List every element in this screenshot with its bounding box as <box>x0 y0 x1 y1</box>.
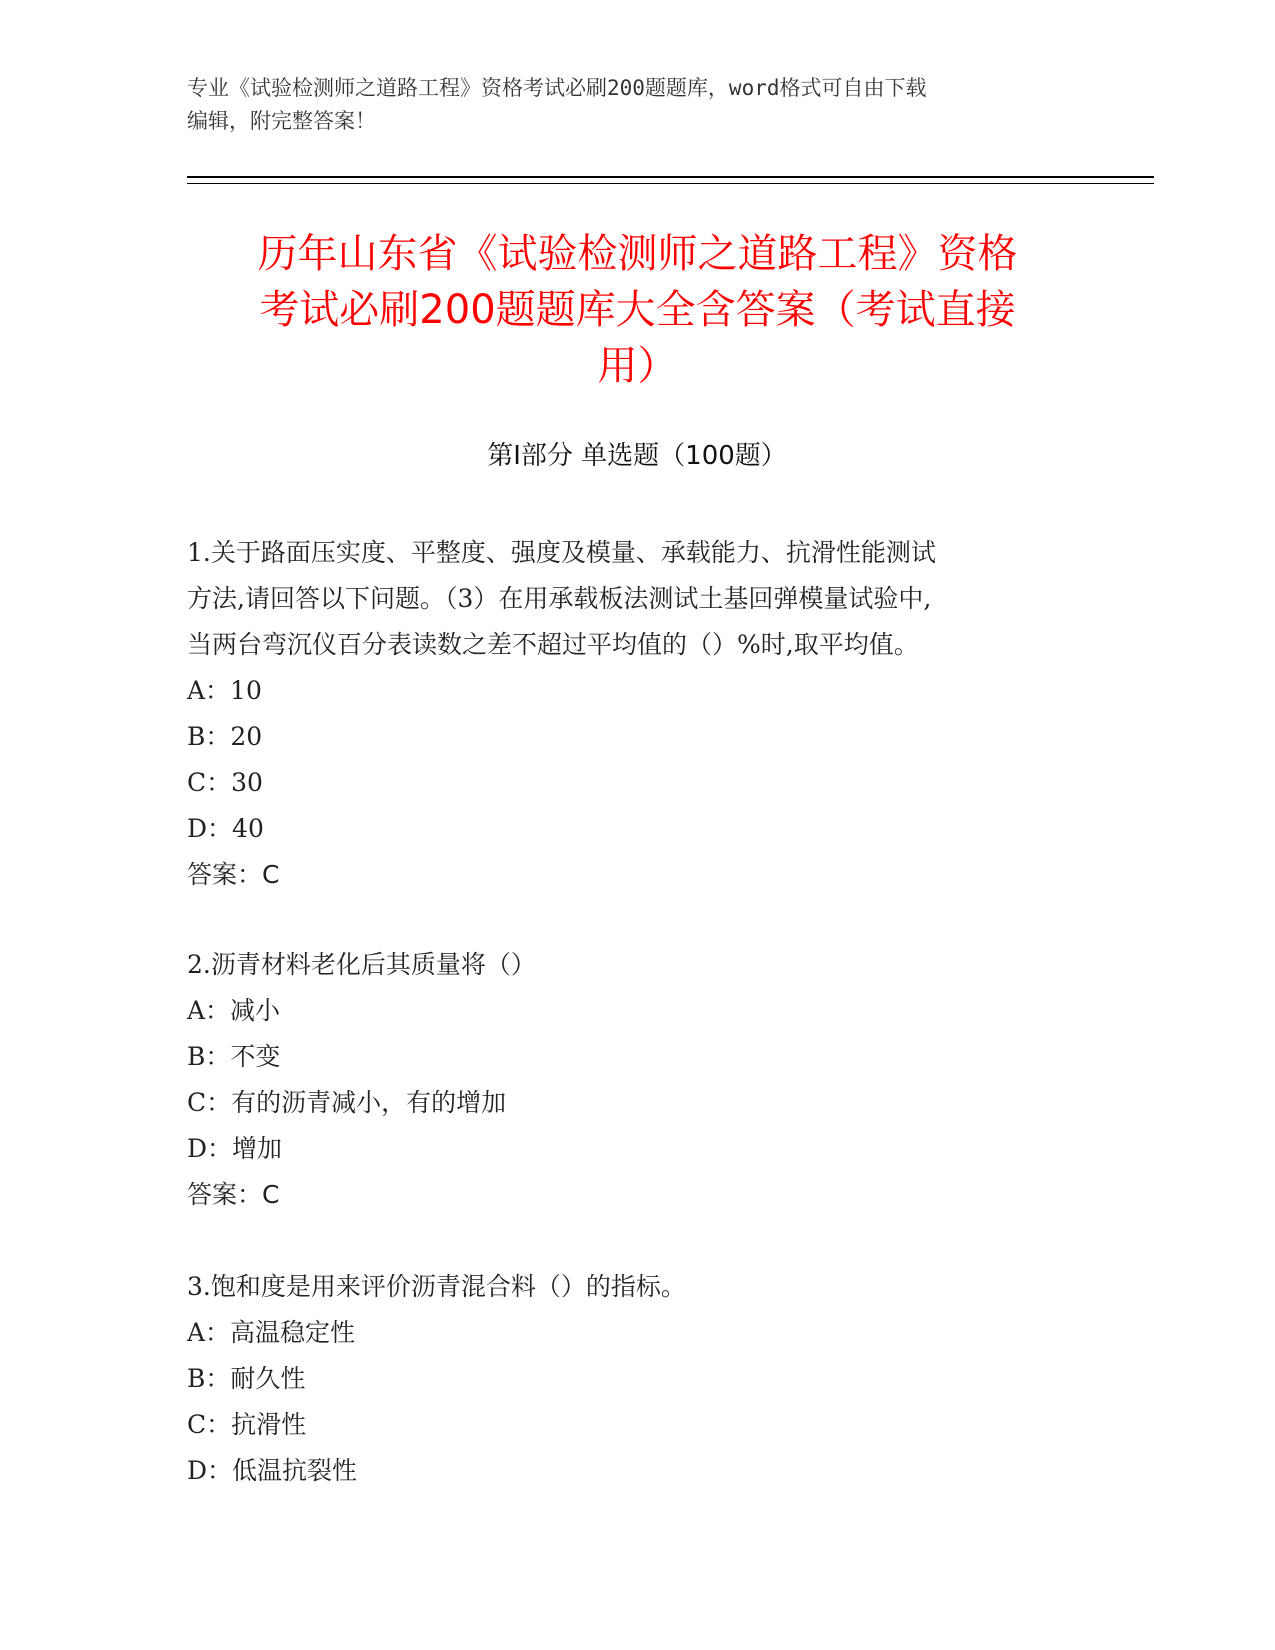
question-3-option-c: C：抗滑性 <box>187 1410 307 1439</box>
question-1 <box>187 530 1087 898</box>
header-note <box>187 72 1087 138</box>
question-3-option-d: D：低温抗裂性 <box>187 1456 358 1485</box>
header-divider-thick <box>187 176 1154 178</box>
document-title-line-2: 考试必刷200题题库大全含答案（考试直接 <box>259 287 1016 333</box>
question-2-option-d: D：增加 <box>187 1134 283 1163</box>
question-1-option-d: D：40 <box>187 814 264 843</box>
question-1-option-c: C：30 <box>187 768 263 797</box>
question-1-stem-line-2: 方法,请回答以下问题。（3）在用承载板法测试土基回弹模量试验中, <box>187 584 932 613</box>
document-title-line-1: 历年山东省《试验检测师之道路工程》资格 <box>257 231 1018 277</box>
section-heading: 第Ⅰ部分 单选题（100题） <box>487 441 787 471</box>
question-1-option-a: A：10 <box>187 676 262 705</box>
question-spacer <box>187 898 1087 942</box>
question-3-option-b: B：耐久性 <box>187 1364 306 1393</box>
header-note-line-2: 编辑，附完整答案！ <box>187 109 376 133</box>
question-spacer <box>187 1218 1087 1264</box>
question-2-option-a: A：减小 <box>187 996 281 1025</box>
header-divider-thin <box>187 183 1154 184</box>
question-1-stem-line-1: 1.关于路面压实度、平整度、强度及模量、承载能力、抗滑性能测试 <box>187 538 936 567</box>
question-2-option-b: B：不变 <box>187 1042 281 1071</box>
question-1-option-b: B：20 <box>187 722 263 751</box>
question-1-stem-line-3: 当两台弯沉仪百分表读数之差不超过平均值的（）%时,取平均值。 <box>187 630 919 659</box>
question-list <box>187 530 1087 1494</box>
document-title <box>140 226 1135 394</box>
question-2-answer: 答案：C <box>187 1180 280 1209</box>
question-3-option-a: A：高温稳定性 <box>187 1318 356 1347</box>
document-title-line-3: 用） <box>597 343 678 389</box>
question-2-stem-line-1: 2.沥青材料老化后其质量将（） <box>187 950 536 979</box>
question-1-answer: 答案：C <box>187 860 280 889</box>
question-3-stem-line-1: 3.饱和度是用来评价沥青混合料（）的指标。 <box>187 1272 686 1301</box>
question-2-option-c: C：有的沥青减小，有的增加 <box>187 1088 507 1117</box>
question-3 <box>187 1264 1087 1494</box>
question-2 <box>187 942 1087 1218</box>
header-note-line-1: 专业《试验检测师之道路工程》资格考试必刷200题题库，word格式可自由下载 <box>187 76 927 100</box>
